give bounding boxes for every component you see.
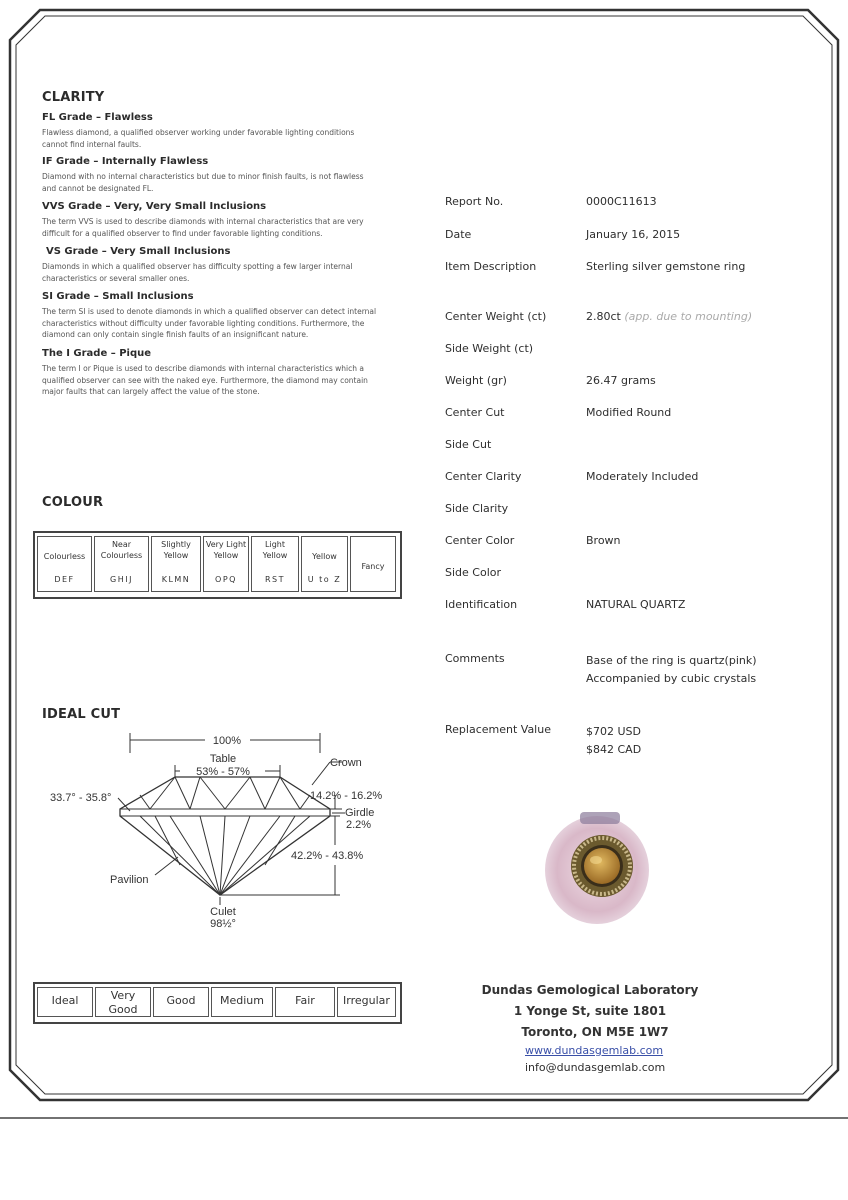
colour-cell: Very Light Yellow OPQ bbox=[203, 536, 249, 592]
value-center-weight: 2.80ct (app. due to mounting) bbox=[586, 310, 753, 323]
label-weight-gr: Weight (gr) bbox=[445, 374, 507, 387]
cut-grade-cell: Medium bbox=[211, 987, 273, 1017]
colour-cell: Fancy bbox=[350, 536, 396, 592]
girdle-pct-label: 2.2% bbox=[346, 819, 372, 831]
cut-grade-cell: Ideal bbox=[37, 987, 93, 1017]
label-center-cut: Center Cut bbox=[445, 406, 505, 419]
colour-cell: Near Colourless GHIJ bbox=[94, 536, 149, 592]
colour-cell: Yellow U to Z bbox=[301, 536, 348, 592]
grade-if-title: IF Grade – Internally Flawless bbox=[42, 156, 209, 167]
lab-address-2: Toronto, ON M5E 1W7 bbox=[521, 1025, 669, 1039]
label-item-description: Item Description bbox=[445, 260, 537, 273]
grade-i-desc: The term I or Pique is used to describe diamonds with internal characteristics which a qualified observer can see with the naked eye. Furthermore, the diamond may contain major faults that can largely affect the value of the stone. bbox=[42, 364, 368, 396]
label-side-weight: Side Weight (ct) bbox=[445, 342, 534, 355]
lab-email[interactable]: info@dundasgemlab.com bbox=[525, 1061, 666, 1074]
label-center-color: Center Color bbox=[445, 534, 515, 547]
grade-fl-desc: Flawless diamond, a qualified observer working under favorable lighting conditions cannot find internal faults. bbox=[42, 128, 355, 149]
label-side-clarity: Side Clarity bbox=[445, 502, 509, 515]
girdle-label: Girdle bbox=[345, 807, 375, 819]
culet-label: Culet bbox=[210, 906, 236, 918]
value-report-no: 0000C11613 bbox=[586, 195, 657, 208]
grade-vvs-desc: The term VVS is used to describe diamonds with internal characteristics that are very difficult for a qualified observer to find under favorable lighting conditions. bbox=[42, 217, 364, 238]
value-replacement: $702 USD $842 CAD bbox=[586, 725, 642, 756]
value-item-description: Sterling silver gemstone ring bbox=[586, 260, 746, 273]
grade-i-title: The I Grade – Pique bbox=[42, 348, 152, 359]
colour-cell: Colourless DEF bbox=[37, 536, 92, 592]
label-side-color: Side Color bbox=[445, 566, 502, 579]
lab-website-link[interactable]: www.dundasgemlab.com bbox=[525, 1044, 664, 1057]
label-center-clarity: Center Clarity bbox=[445, 470, 522, 483]
value-date: January 16, 2015 bbox=[586, 228, 681, 241]
cut-grade-cell: Fair bbox=[275, 987, 335, 1017]
lab-name: Dundas Gemological Laboratory bbox=[481, 983, 699, 997]
crown-height-label: 14.2% - 16.2% bbox=[310, 790, 383, 802]
grade-si-title: SI Grade – Small Inclusions bbox=[42, 291, 194, 302]
lab-address-1: 1 Yonge St, suite 1801 bbox=[513, 1004, 667, 1018]
label-date: Date bbox=[445, 228, 472, 241]
cut-grade-cell: Irregular bbox=[337, 987, 396, 1017]
ring-photo bbox=[540, 808, 655, 928]
cut-grade-cell: Very Good bbox=[95, 987, 151, 1017]
table-label: Table bbox=[209, 753, 237, 765]
pavilion-label: Pavilion bbox=[110, 874, 149, 886]
colour-heading: COLOUR bbox=[42, 495, 104, 510]
colour-cell: Slightly Yellow KLMN bbox=[151, 536, 201, 592]
label-center-weight: Center Weight (ct) bbox=[445, 310, 547, 323]
label-side-cut: Side Cut bbox=[445, 438, 492, 451]
grade-si-desc: The term SI is used to denote diamonds in which a qualified observer can detect internal characteristics without difficulty under favorable lighting conditions. Furthermore, the diamond can only contain single finish faults of an insignificant nature. bbox=[42, 307, 377, 339]
culet-angle-label: 98½° bbox=[210, 918, 236, 930]
cut-grade-table bbox=[33, 982, 402, 1024]
value-weight-gr: 26.47 grams bbox=[586, 374, 656, 387]
grade-vvs-title: VVS Grade – Very, Very Small Inclusions bbox=[42, 201, 267, 212]
grade-vs-desc: Diamonds in which a qualified observer has difficulty spotting a few larger internal characteristics or several smaller ones. bbox=[42, 262, 353, 283]
grade-fl-title: FL Grade – Flawless bbox=[42, 112, 153, 123]
diamond-diagram bbox=[40, 725, 410, 935]
label-replacement-value: Replacement Value bbox=[445, 723, 551, 736]
crown-label: Crown bbox=[330, 757, 362, 769]
table-range-label: 53% - 57% bbox=[196, 766, 250, 778]
pavilion-depth-label: 42.2% - 43.8% bbox=[291, 850, 364, 862]
value-identification: NATURAL QUARTZ bbox=[586, 598, 686, 611]
ideal-cut-heading: IDEAL CUT bbox=[42, 707, 121, 722]
grade-if-desc: Diamond with no internal characteristics but due to minor finish faults, is not flawless and cannot be designated FL. bbox=[42, 172, 364, 193]
crown-angle-label: 33.7° - 35.8° bbox=[50, 792, 112, 804]
center-weight-note: (app. due to mounting) bbox=[624, 310, 753, 323]
label-comments: Comments bbox=[445, 652, 505, 665]
value-center-cut: Modified Round bbox=[586, 406, 672, 419]
label-identification: Identification bbox=[445, 598, 518, 611]
clarity-heading: CLARITY bbox=[42, 90, 105, 105]
label-report-no: Report No. bbox=[445, 195, 504, 208]
colour-cell: Light Yellow RST bbox=[251, 536, 299, 592]
cut-grade-cell: Good bbox=[153, 987, 209, 1017]
value-center-color: Brown bbox=[586, 534, 621, 547]
grade-vs-title: VS Grade – Very Small Inclusions bbox=[46, 246, 231, 257]
width-label: 100% bbox=[212, 735, 242, 747]
value-comments: Base of the ring is quartz(pink) Accompanied by cubic crystals bbox=[586, 654, 757, 685]
colour-scale-table bbox=[33, 531, 402, 599]
value-center-clarity: Moderately Included bbox=[586, 470, 699, 483]
